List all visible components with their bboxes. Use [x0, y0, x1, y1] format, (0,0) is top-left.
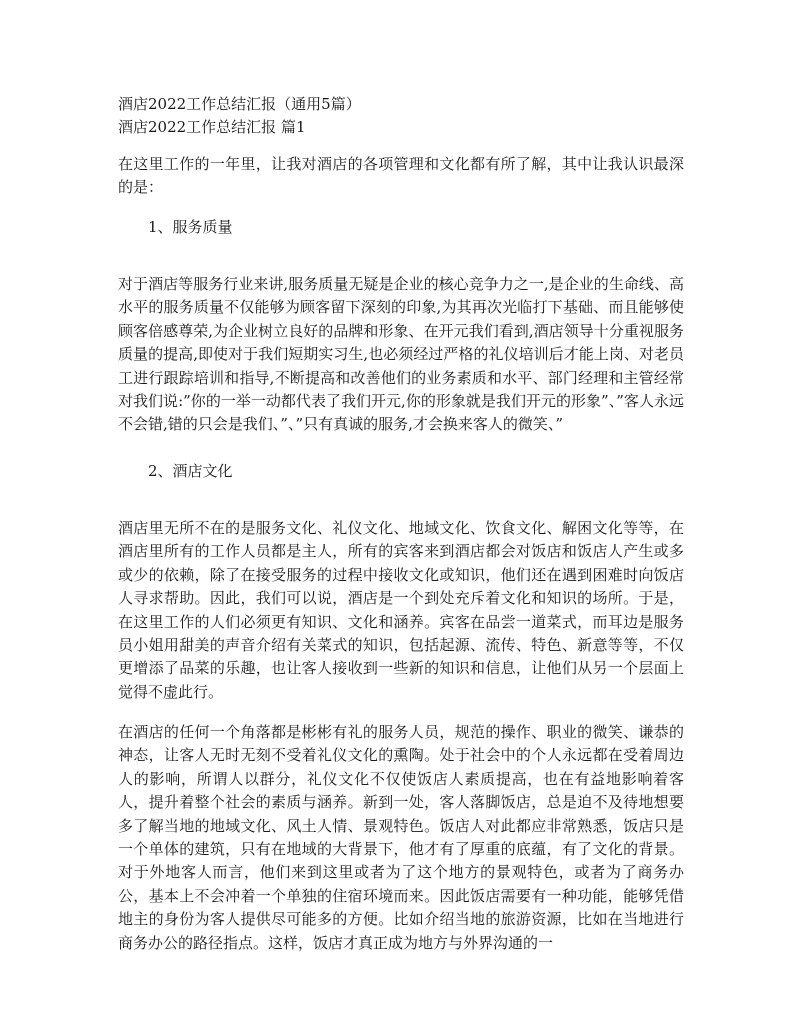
document-title: 酒店2022工作总结汇报（通用5篇） [118, 95, 361, 113]
document-subtitle: 酒店2022工作总结汇报 篇1 [118, 118, 306, 136]
section-heading-hotel-culture: 2、酒店文化 [148, 462, 233, 480]
service-quality-paragraph: 对于酒店等服务行业来讲,服务质量无疑是企业的核心竞争力之一,是企业的生命线、高水平的服务质量不仅能够为顾客留下深刻的印象,为其再次光临打下基础、而且能够使顾客倍感尊荣,为企业树立良好的品牌和形象、在开元我们看到,酒店领导十分重视服务质量的提高,即使对于我们短期实习生,也必须经过严格的礼仪培训后才能上岗、对老员工进行跟踪培训和指导,不断提高和改善他们的业务素质和水平、部门经理和主管经常对我们说:”你的一举一动都代表了我们开元,你的形象就是我们开元的形象”、”客人永远不会错,错的只会是我们、”、”只有真诚的服务,才会换来客人的微笑、” [118, 275, 684, 434]
intro-paragraph: 在这里工作的一年里，让我对酒店的各项管理和文化都有所了解，其中让我认识最深的是： [118, 155, 684, 197]
etiquette-culture-paragraph: 在酒店的任何一个角落都是彬彬有礼的服务人员，规范的操作、职业的微笑、谦恭的神态，让客人无时无刻不受着礼仪文化的熏陶。处于社会中的个人永远都在受着周边人的影响，所谓人以群分，礼仪文化不仅使饭店人素质提高，也在有益地影响着客人，提升着整个社会的素质与涵养。新到一处，客人落脚饭店，总是迫不及待地想要多了解当地的地域文化、风土人情、景观特色。饭店人对此都应非常熟悉，饭店只是一个单体的建筑，只有在地域的大背景下，他才有了厚重的底蕴，有了文化的背景。对于外地客人而言，他们来到这里或者为了这个地方的景观特色，或者为了商务办公，基本上不会冲着一个单独的住宿环境而来。因此饭店需要有一种功能，能够凭借地主的身份为客人提供尽可能多的方便。比如介绍当地的旅游资源，比如在当地进行商务办公的路径指点。这样，饭店才真正成为地方与外界沟通的一 [118, 723, 684, 952]
hotel-culture-paragraph: 酒店里无所不在的是服务文化、礼仪文化、地域文化、饮食文化、解困文化等等，在酒店里所有的工作人员都是主人，所有的宾客来到酒店都会对饭店和饭店人产生或多或少的依赖，除了在接受服务的过程中接收文化或知识，他们还在遇到困难时向饭店人寻求帮助。因此，我们可以说，酒店是一个到处充斥着文化和知识的场所。于是，在这里工作的人们必须更有知识、文化和涵养。宾客在品尝一道菜式，而耳边是服务员小姐用甜美的声音介绍有关菜式的知识，包括起源、流传、特色、新意等等，不仅更增添了品菜的乐趣，也让客人接收到一些新的知识和信息，让他们从另一个层面上觉得不虚此行。 [118, 519, 684, 701]
section-heading-service-quality: 1、服务质量 [148, 218, 233, 236]
